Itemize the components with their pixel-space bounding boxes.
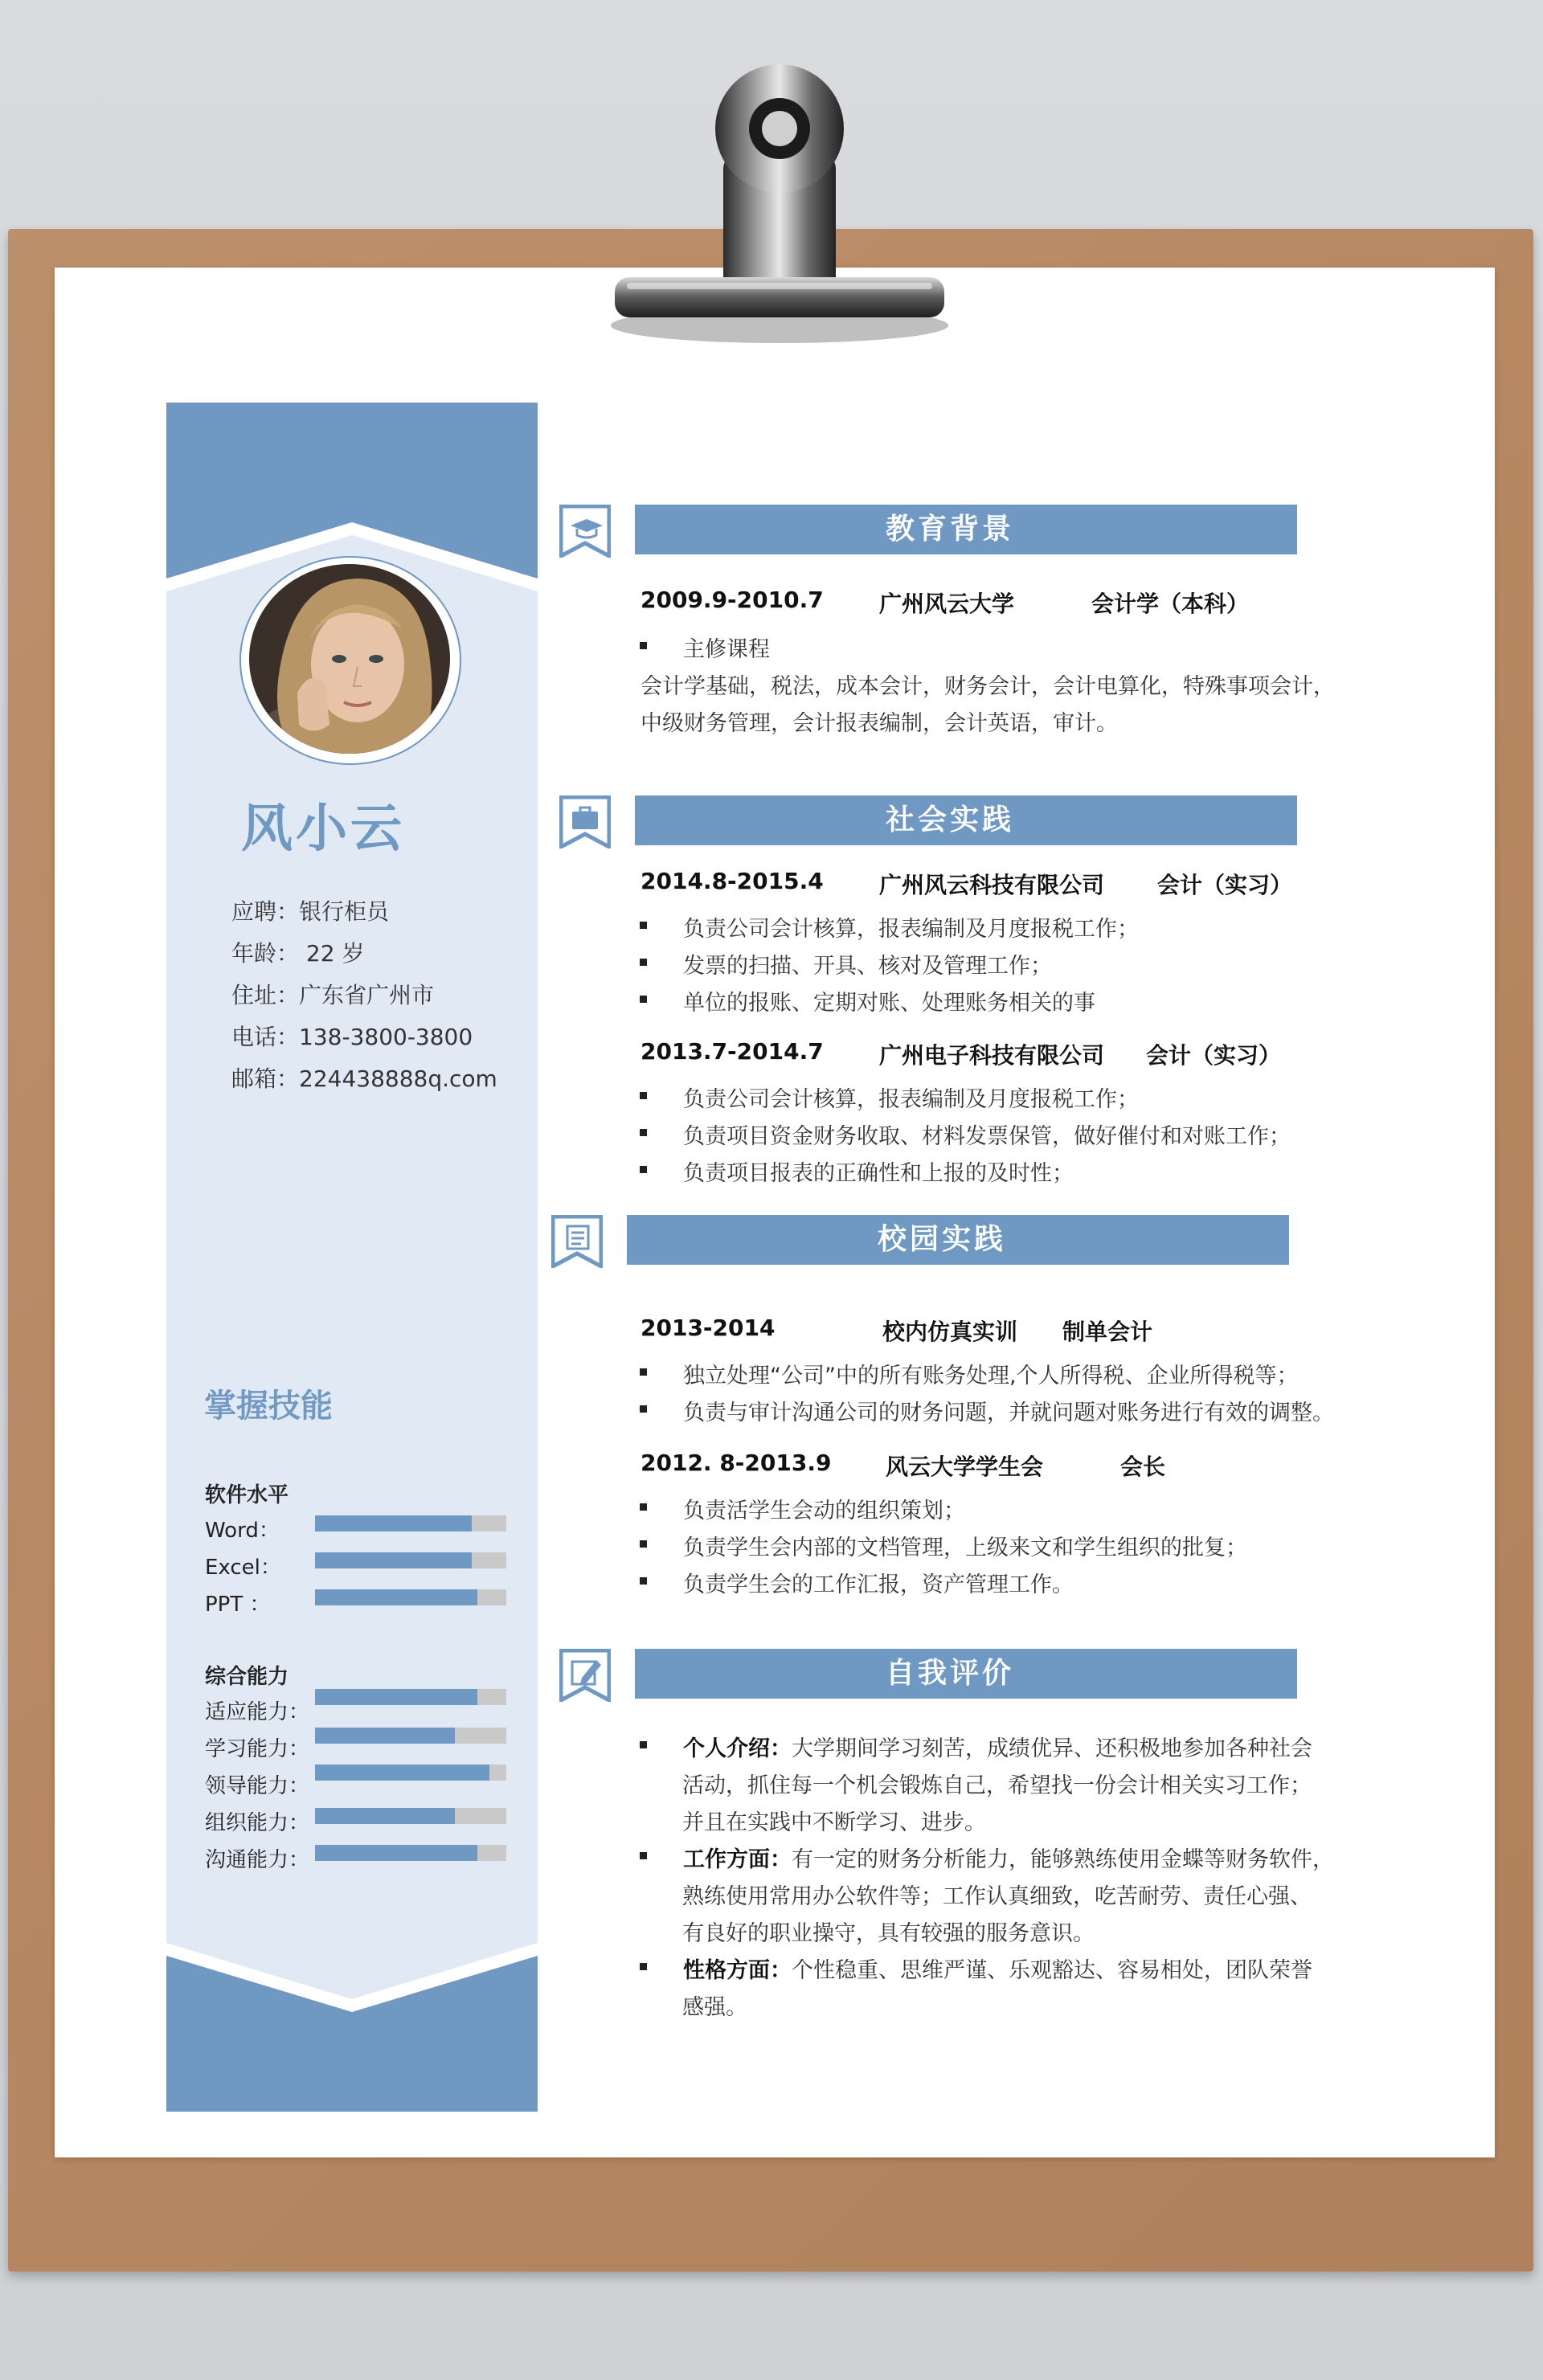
ability-bar [315, 1808, 506, 1824]
section-header-education [635, 505, 1297, 554]
info-row: 应聘：银行柜员 [231, 898, 390, 925]
skill-bar [315, 1589, 506, 1605]
education-school: 广州风云大学 [879, 591, 1015, 617]
ability-label: 沟通能力： [205, 1848, 310, 1872]
education-major: 会计学（本科） [1091, 591, 1250, 617]
info-row: 住址：广东省广州市 [231, 982, 435, 1008]
skill-bar [315, 1552, 506, 1568]
campus-period: 2012. 8-2013.9 [641, 1450, 832, 1476]
section-header-campus [627, 1215, 1289, 1265]
job-role: 会计（实习） [1146, 1042, 1282, 1069]
campus-role: 会长 [1120, 1454, 1166, 1480]
skills-title: 掌握技能 [204, 1388, 333, 1425]
job-period: 2014.8-2015.4 [641, 868, 824, 894]
info-row: 邮箱：224438888q.com [231, 1065, 497, 1092]
section-header-practice [635, 795, 1297, 845]
software-heading: 软件水平 [205, 1483, 289, 1507]
section-header-self [635, 1649, 1297, 1699]
job-company: 广州电子科技有限公司 [879, 1042, 1105, 1069]
campus-org: 校内仿真实训 [882, 1319, 1018, 1345]
skill-label: Excel： [205, 1556, 281, 1580]
ability-bar [315, 1765, 506, 1781]
ability-label: 组织能力： [205, 1811, 310, 1835]
skill-label: PPT ： [205, 1593, 271, 1617]
course-line: 中级财务管理，会计报表编制，会计英语，审计。 [641, 711, 1118, 736]
job-company: 广州风云科技有限公司 [879, 872, 1105, 898]
course-line: 会计学基础，税法，成本会计，财务会计，会计电算化，特殊事项会计， [641, 674, 1335, 699]
info-row: 年龄： 22 岁 [231, 940, 365, 967]
text-line: 活动，抓住每一个机会锻炼自己，希望找一份会计相关实习工作； [682, 1773, 1312, 1798]
section-title: 校园实践 [877, 1223, 1006, 1256]
candidate-name: 风小云 [241, 799, 405, 859]
text-line: 熟练使用常用办公软件等；工作认真细致，吃苦耐劳、责任心强、 [682, 1884, 1312, 1909]
ability-label: 领导能力： [205, 1774, 310, 1798]
avatar [249, 564, 450, 754]
ability-label: 适应能力： [205, 1700, 310, 1724]
ability-bar [315, 1689, 506, 1705]
skill-bar [315, 1515, 506, 1531]
text-line: 感强。 [682, 1995, 747, 2020]
section-title: 自我评价 [885, 1657, 1014, 1690]
ability-bar [315, 1728, 506, 1744]
job-period: 2013.7-2014.7 [641, 1038, 824, 1065]
abilities-heading: 综合能力 [205, 1665, 289, 1689]
graduation-cap-icon [559, 505, 611, 558]
skill-label: Word： [205, 1519, 280, 1543]
text-line: 并且在实践中不断学习、进步。 [682, 1810, 986, 1835]
section-title: 社会实践 [885, 804, 1014, 836]
education-period: 2009.9-2010.7 [641, 587, 824, 613]
section-title: 教育背景 [885, 513, 1014, 546]
info-row: 电话：138-3800-3800 [231, 1024, 473, 1050]
binder-clip-icon [579, 48, 948, 354]
campus-role: 制单会计 [1062, 1319, 1153, 1345]
ability-bar [315, 1845, 506, 1861]
job-role: 会计（实习） [1157, 872, 1293, 898]
campus-org: 风云大学学生会 [886, 1454, 1044, 1480]
document-list-icon [551, 1215, 603, 1268]
edit-pencil-icon [559, 1649, 611, 1702]
ability-label: 学习能力： [205, 1737, 310, 1761]
briefcase-icon [559, 795, 611, 849]
campus-period: 2013-2014 [641, 1315, 776, 1341]
text-line: 有良好的职业操守，具有较强的服务意识。 [682, 1921, 1095, 1946]
